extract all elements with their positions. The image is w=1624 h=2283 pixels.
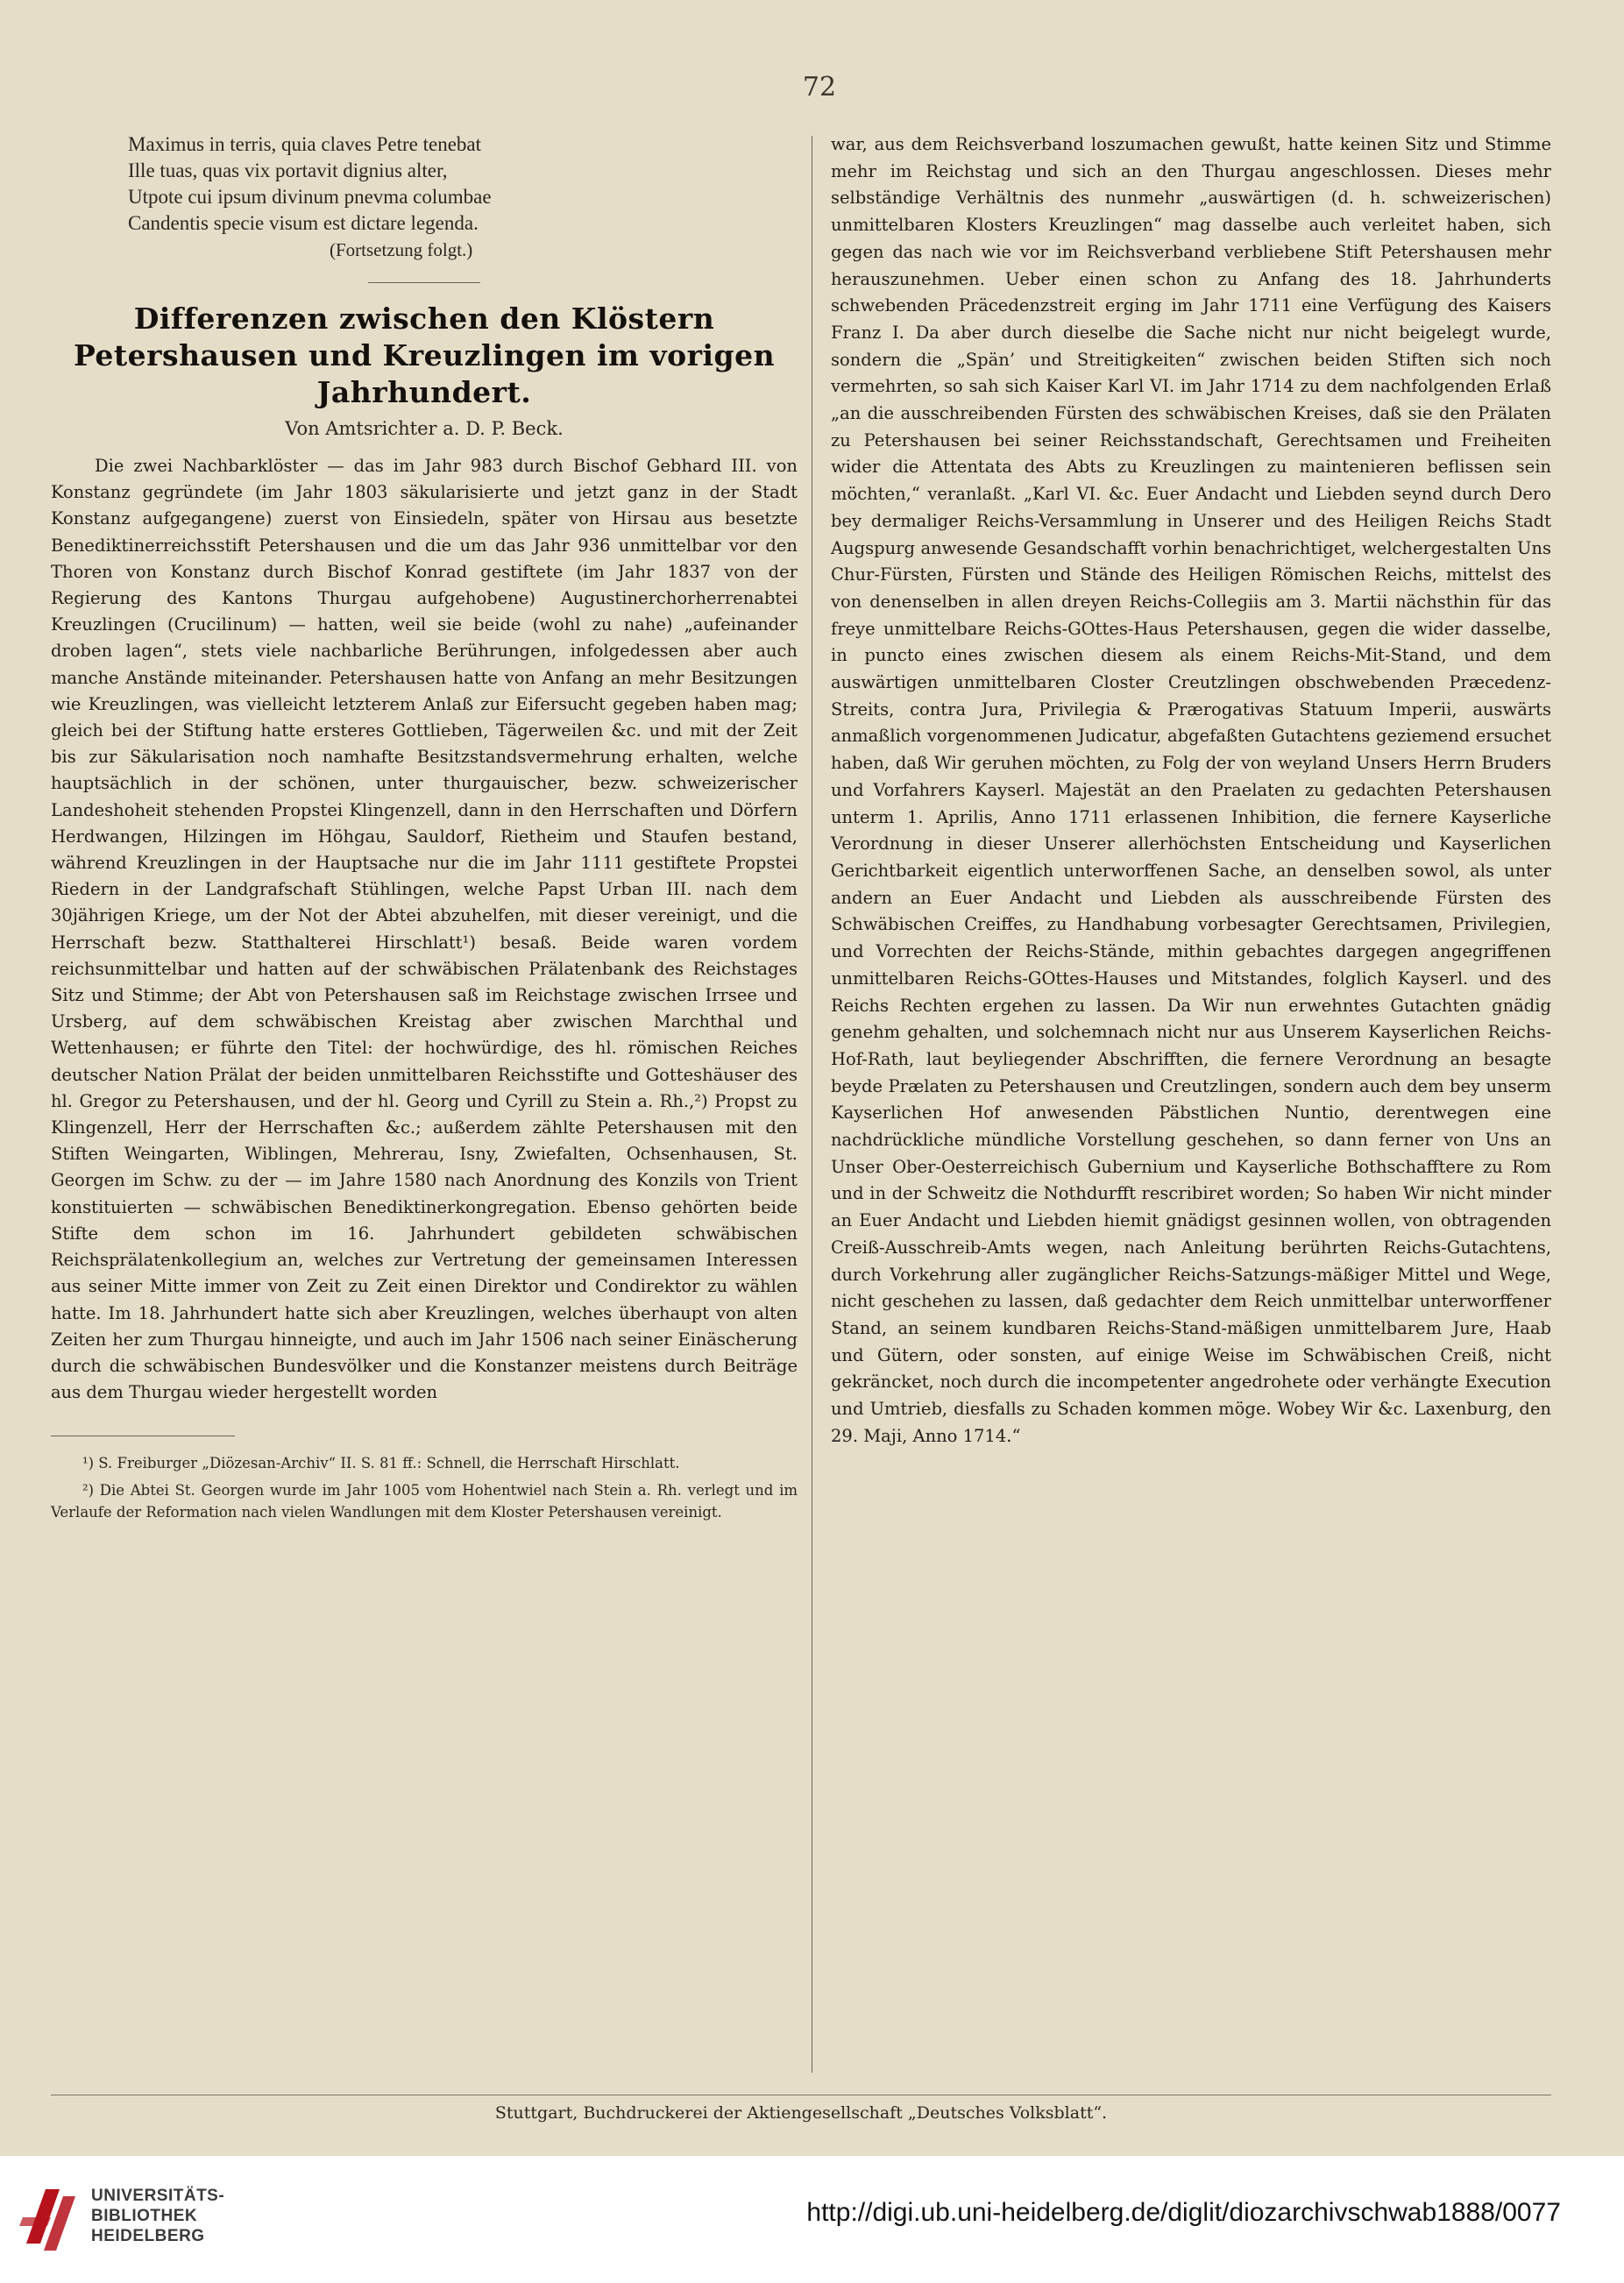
library-name-line: HEIDELBERG [91,2227,205,2245]
library-name-line: BIBLIOTHEK [91,2207,198,2225]
page-number: 72 [802,72,837,103]
article-title: Differenzen zwischen den Klöstern Petershausen und Kreuzlingen im vorigen Jahrhundert. [73,301,776,409]
poem-block [128,131,798,263]
section-divider [368,282,480,283]
library-name[interactable] [91,2186,224,2246]
left-column [51,131,798,1528]
poem-line: Maximus in terris, quia claves Petre tenebat [128,133,482,155]
right-column [831,131,1551,1450]
poem-line: Candentis specie visum est dictare legenda. [128,212,479,234]
poem-line: Utpote cui ipsum divinum pnevma columbae [128,186,492,208]
continuation-note: (Fortsetzung folgt.) [330,239,473,260]
footnote-1: ¹) S. Freiburger „Diözesan-Archiv“ II. S. 81 ff.: Schnell, die Herrschaft Hirschlatt. [82,1455,680,1472]
permalink-url[interactable]: http://digi.ub.uni-heidelberg.de/diglit/diozarchivschwab1888/0077 [806,2198,1561,2227]
footnote-2: ²) Die Abtei St. Georgen wurde im Jahr 1005 vom Hohentwiel nach Stein a. Rh. verlegt und im Verlaufe der Reformation nach vielen Wandlungen mit dem Kloster Petershausen vereinigt. [51,1482,798,1521]
article-paragraph-left: Die zwei Nachbarklöster — das im Jahr 983 durch Bischof Gebhard III. von Konstanz gegründete (im Jahr 1803 säkularisierte und jetzt ganz in der Stadt Konstanz aufgegangene) zuerst von Einsiedeln, später von Hirsau aus besetzte Benediktinerreichsstift Petershausen und die um das Jahr 936 unmittelbar vor den Thoren von Konstanz durch Bischof Konrad gestiftete (im Jahr 1837 von der Regierung des Kantons Thurgau aufgehobene) Augustinerchorherrenabtei Kreuzlingen (Crucilinum) — hatten, weil sie beide (wohl zu nahe) „aufeinander droben lagen“, stets viele nachbarliche Berührungen, infolgedessen aber auch manche Anstände miteinander. Petershausen hatte von Anfang an mehr Besitzungen wie Kreuzlingen, was vielleicht letzterem Anlaß zur Eifersucht gegeben haben mag; gleich bei der Stiftung hatte ersteres Gottlieben, Tägerweilen &c. und mit der Zeit bis zur Säkularisation noch namhafte Besitzstandsvermehrung erhalten, welche hauptsächlich in der schönen, unter thurgauischer, bezw. schweizerischer Landeshoheit stehenden Propstei Klingenzell, dann in den Herrschaften und Dörfern Herdwangen, Hilzingen im Höhgau, Sauldorf, Rietheim und Staufen bestand, während Kreuzlingen in der Hauptsache nur die im Jahr 1111 gestiftete Propstei Riedern in der Landgrafschaft Stühlingen, welche Papst Urban III. nach dem 30jährigen Kriege, um der Not der Abtei abzuhelfen, mit dieser vereinigt, und die Herrschaft bezw. Statthalterei Hirschlatt¹) besaß. Beide waren vordem reichsunmittelbar und hatten auf der schwäbischen Prälatenbank des Reichstages Sitz und Stimme; der Abt von Petershausen saß im Reichstage zwischen Irrsee und Ursberg, auf dem schwäbischen Kreistag aber zwischen Marchthal und Wettenhausen; er führte den Titel: der hochwürdige, des hl. römischen Reiches deutscher Nation Prälat der beiden unmittelbaren Reichsstifte und Gotteshäuser des hl. Gregor zu Petershausen, und der hl. Georg und Cyrill zu Stein a. Rh.,²) Propst zu Klingenzell, Herr der Herrschaften &c.; außerdem zählte Petershausen mit den Stiften Weingarten, Wiblingen, Mehrerau, Isny, Zwiefalten, Ochsenhausen, St. Georgen im Schw. zu der — im Jahre 1580 nach Anordnung des Konzils von Trient konstituierten — schwäbischen Benediktinerkongregation. Ebenso gehörten beide Stifte dem schon im 16. Jahrhundert gebildeten schwäbischen Reichsprälatenkollegium an, welches zur Vertretung der gemeinsamen Interessen aus seiner Mitte immer von Zeit zu Zeit einen Direktor und Condirektor zu wählen hatte. Im 18. Jahrhundert hatte sich aber Kreuzlingen, welches überhaupt von alten Zeiten her zum Thurgau hinneigte, und auch im Jahr 1506 nach seiner Einäscherung durch die schwäbischen Bundesvölker und die Konstanzer meistens durch Beiträge aus dem Thurgau wieder hergestellt worden [51,456,798,1403]
poem-line: Ille tuas, quas vix portavit dignius alter, [128,160,448,181]
printer-imprint: Stuttgart, Buchdruckerei der Aktiengesellschaft „Deutsches Volksblatt“. [494,2103,1108,2123]
article-byline: Von Amtsrichter a. D. P. Beck. [285,418,564,439]
article-paragraph-right: war, aus dem Reichsverband loszumachen gewußt, hatte keinen Sitz und Stimme mehr im Reichstag und sich an den Thurgau angeschlossen. Dieses mehr selbständige Verhältnis des nunmehr „auswärtigen (d. h. schweizerischen) unmittelbaren Klosters Kreuzlingen“ mag dasselbe auch verleitet haben, sich gegen das nach wie vor im Reichsverband verbliebene Stift Petershausen mehr herauszunehmen. Ueber einen schon zu Anfang des 18. Jahrhunderts schwebenden Präcedenzstreit erging im Jahr 1711 eine Verfügung des Kaisers Franz I. Da aber durch dieselbe die Sache nicht nur nicht beigelegt wurde, sondern die „Spän’ und Streitigkeiten“ zwischen beiden Stiften sich noch vermehrten, so sah sich Kaiser Karl VI. im Jahr 1714 zu dem nachfolgenden Erlaß „an die ausschreibenden Fürsten des schwäbischen Kreises, daß sie den Prälaten zu Petershausen bei seiner Reichsstandschaft, Gerechtsamen und Freiheiten wider die Attentata des Abts zu Kreuzlingen zu maintenieren beflissen sein möchten,“ veranlaßt. „Karl VI. &c. Euer Andacht und Liebden seynd durch Dero bey dermaliger Reichs-Versammlung in Unserer und des Heiligen Reichs Stadt Augspurg anwesende Gesandschafft vorhin benachrichtiget, welchergestalten Uns Chur-Fürsten, Fürsten und Stände des Heiligen Römischen Reichs, mittelst des von denenselben in allen dreyen Reichs-Collegiis am 3. Martii nächsthin für das freye unmittelbare Reichs-GOttes-Haus Petershausen, gegen die wider dasselbe, in puncto eines zwischen diesem als einem Reichs-Mit-Stand, und dem auswärtigen unmittelbaren Closter Creutzlingen obschwebenden Præcedenz-Streits, contra Jura, Privilegia & Prærogativas Statuum Imperii, auswärts anmaßlich vorgenommenen Judicatur, abgefaßten Gutachtens geziemend ersuchet haben, daß Wir geruhen möchten, zu Folg der von weyland Unsers Herrn Bruders und Vorfahrers Kayserl. Majestät an den Praelaten zu gedachten Petershausen unterm 1. Aprilis, Anno 1711 erlassenen Inhibition, die fernere Kayserliche Verordnung in dieser Unserer allerhöchsten Entscheidung und Kayserlichen Gerichtbarkeit eigentlich unterworffenen Sache, an denselben sowol, als unter andern an Euer Andacht und Liebden als ausschreibende Fürsten des Schwäbischen Creiffes, zu Handhabung vorbesagter Gerechtsamen, Privilegien, und Vorrechten der Reichs-Stände, mithin gebachtes dargegen angegriffenen unmittelbaren Reichs-GOttes-Hauses und Mitstandes, folglich Kayserl. und des Reichs Rechten ergehen zu lassen. Da Wir nun erwehntes Gutachten gnädig genehm gehalten, und solchemnach nicht nur aus Unserem Kayserlichen Reichs-Hof-Rath, laut beyliegender Abschrifften, die fernere Verordnung an besagte beyde Prælaten zu Petershausen und Creutzlingen, sondern auch dem bey unserm Kayserlichen Hof anwesenden Päbstlichen Nuntio, derentwegen eine nachdrückliche mündliche Vorstellung geschehen, so dann ferner von Uns an Unser Ober-Oesterreichisch Gubernium und Kayserliche Bothschafftere zu Rom und in der Schweitz die Nothdurfft rescribiret worden; So haben Wir nicht minder an Euer Andacht und Liebden hiemit gnädigst gesinnen wollen, von obtragenden Creiß-Ausschreib-Amts wegen, nach Anleitung berührten Reichs-Gutachtens, durch Vorkehrung aller zugänglicher Reichs-Satzungs-mäßiger Mittel und Wege, nicht geschehen zu lassen, daß gedachter dem Reich unmittelbar unterworffener Stand, an seinem kundbaren Reichs-Stand-mäßigen unmittelbarem Jure, Haab und Gütern, oder sonsten, auf einige Weise im Schwäbischen Creiß, nicht gekräncket, noch durch die incompetenter angedrohete oder verhängte Execution und Umtrieb, diesfalls zu Schaden kommen möge. Wobey Wir &c. Laxenburg, den 29. Maji, Anno 1714.“ [831,134,1551,1446]
library-name-line: UNIVERSITÄTS- [91,2187,225,2205]
heidelberg-university-library-logo-icon[interactable] [19,2182,82,2258]
